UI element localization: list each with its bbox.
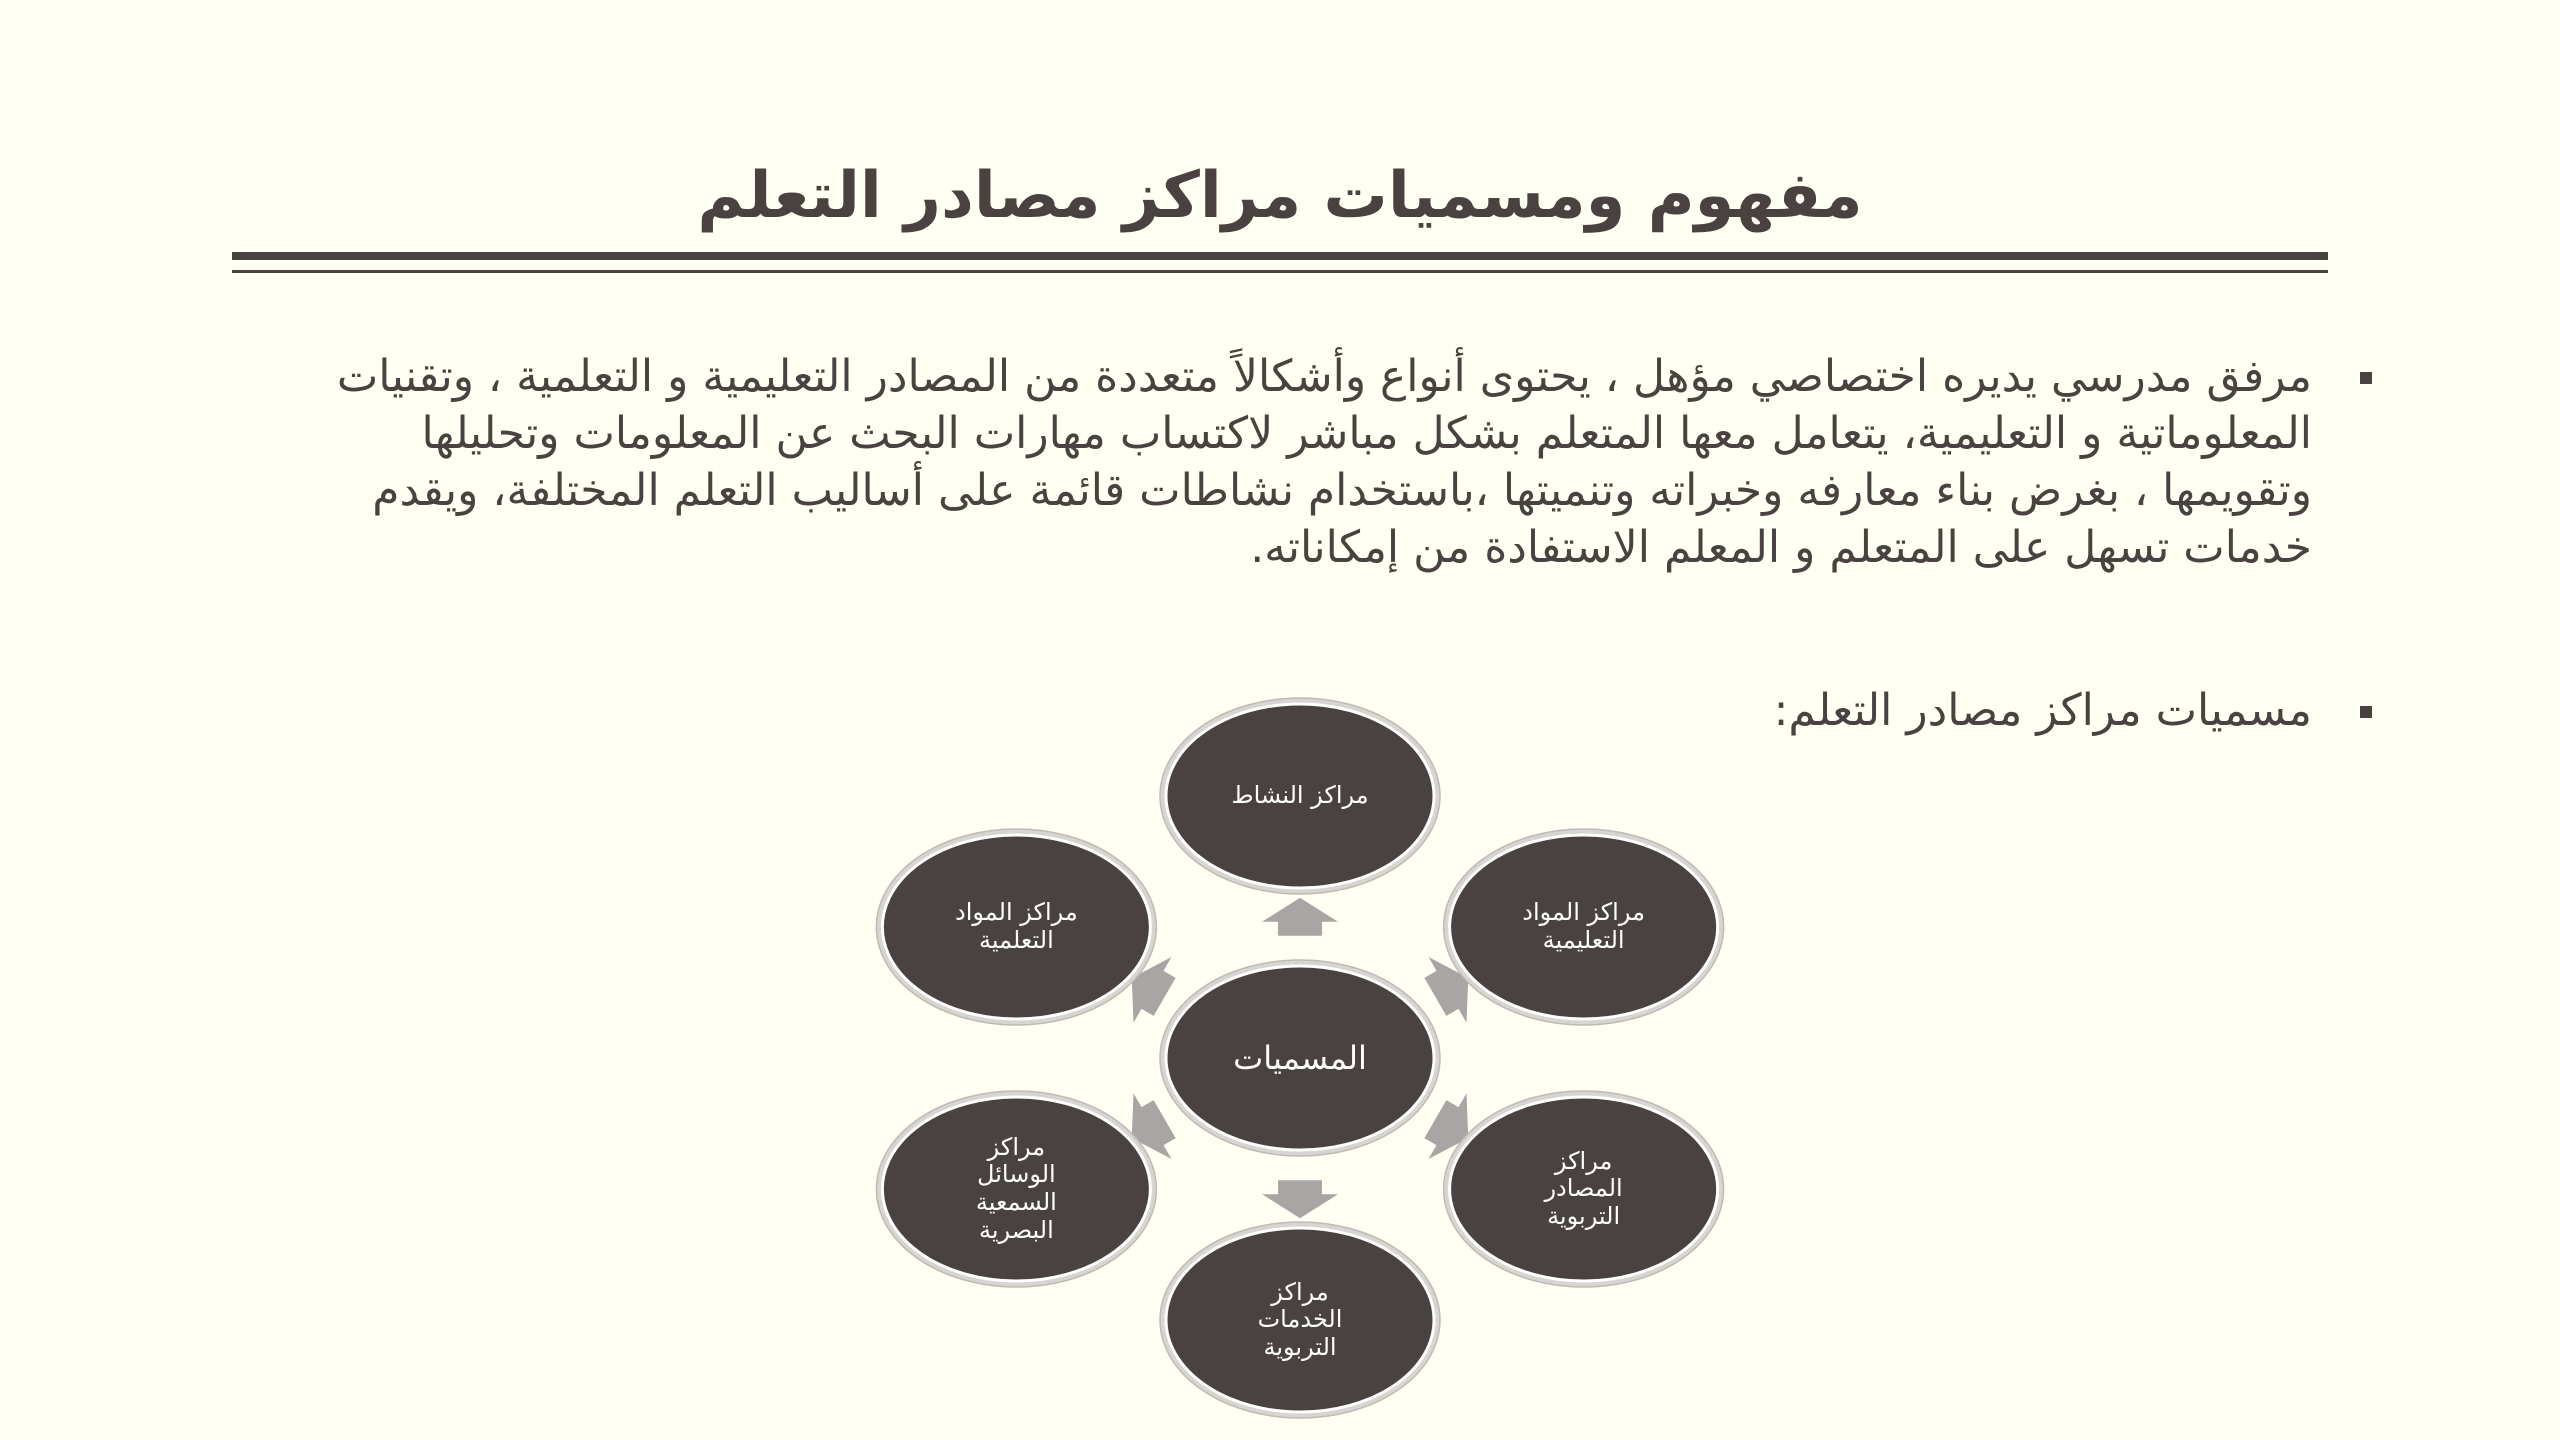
center-node-label: المسميات bbox=[1233, 1038, 1367, 1077]
outer-node-label-2: مراكز المواد التعليمية bbox=[1522, 898, 1645, 954]
outer-node-label-4: مراكز الخدمات التربوية bbox=[1257, 1277, 1343, 1361]
arrow-4 bbox=[1262, 1180, 1338, 1218]
outer-node-label-1: مراكز النشاط bbox=[1231, 781, 1369, 810]
outer-node-label-5: مراكز الوسائل السمعية البصرية bbox=[975, 1132, 1057, 1244]
bullet-names-text: مسميات مراكز مصادر التعلم: bbox=[1773, 685, 2312, 736]
outer-node-label-6: مراكز المواد التعلمية bbox=[955, 898, 1078, 954]
outer-node-label-3: مراكز المصادر التربوية bbox=[1544, 1146, 1623, 1230]
bullet-definition-text: مرفق مدرسي يديره اختصاصي مؤهل ، يحتوى أنواع وأشكالاً متعددة من المصادر التعليمية و التعلمية ، وتقنيات المعلوماتية و التعليمية، يتعامل معها المتعلم بشكل مباشر لاكتساب مهارات البحث عن المعلومات وتحليلها وتقويمها ، بغرض بناء معارفه وخبراته وتنميتها ،باستخدام نشاطات قائمة على أساليب التعلم المختلفة، ويقدم خدمات تسهل على المتعلم و المعلم الاستفادة من إمكاناته. bbox=[336, 351, 2312, 573]
slide-title: مفهوم ومسميات مراكز مصادر التعلم bbox=[697, 159, 1863, 233]
arrow-1 bbox=[1262, 898, 1338, 936]
